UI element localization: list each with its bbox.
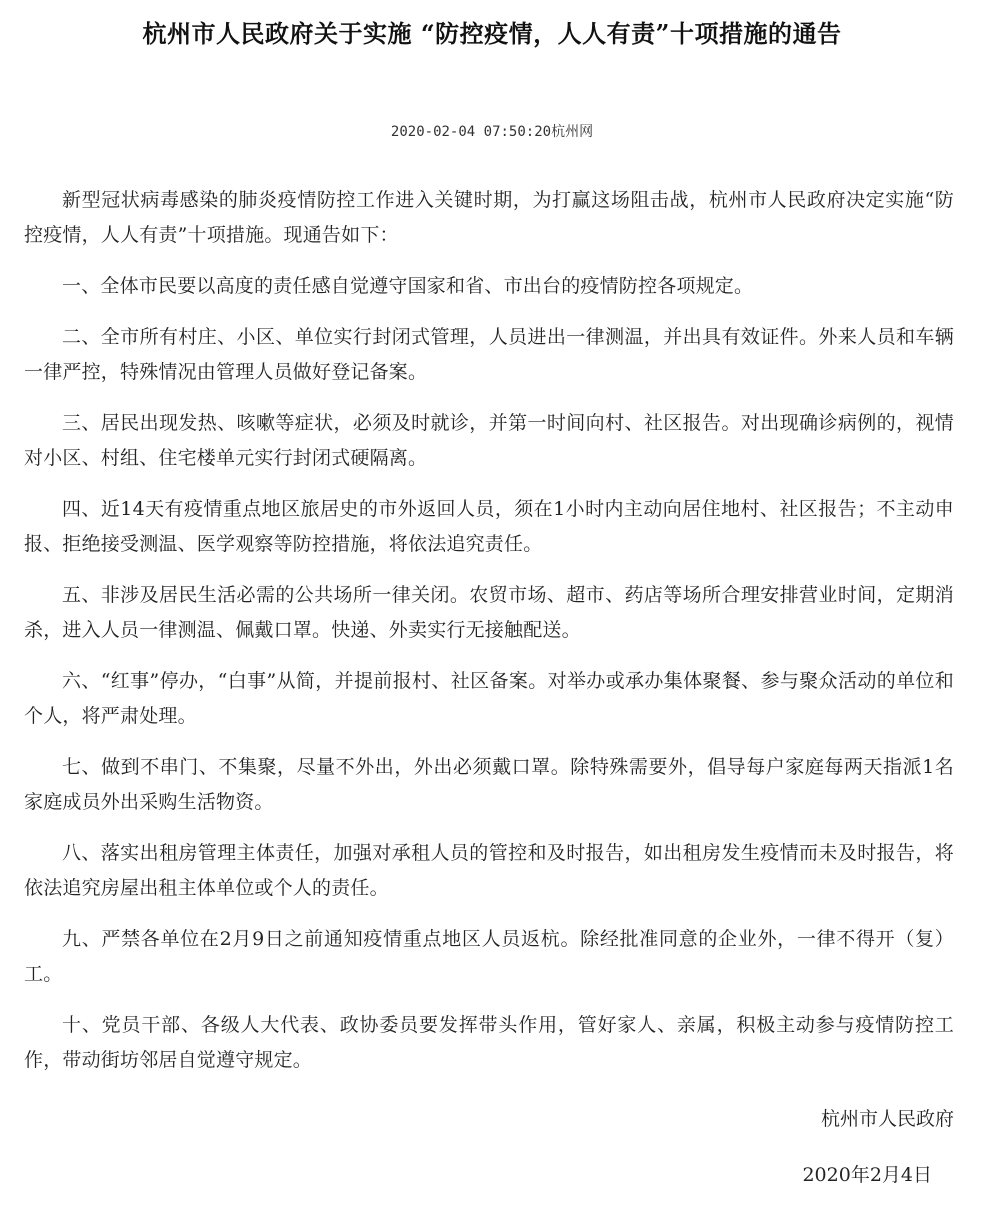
article-body xyxy=(24,183,954,1094)
measure-7: 七、做到不串门、不集聚，尽量不外出，外出必须戴口罩。除特殊需要外，倡导每户家庭每两天指派1名家庭成员外出采购生活物资。 xyxy=(24,756,954,813)
measure-9: 九、严禁各单位在2月9日之前通知疫情重点地区人员返杭。除经批准同意的企业外，一律不得开（复）工。 xyxy=(24,928,954,985)
measure-1: 一、全体市民要以高度的责任感自觉遵守国家和省、市出台的疫情防控各项规定。 xyxy=(62,275,754,297)
measure-4: 四、近14天有疫情重点地区旅居史的市外返回人员，须在1小时内主动向居住地村、社区报告；不主动申报、拒绝接受测温、医学观察等防控措施，将依法追究责任。 xyxy=(24,498,954,555)
intro-paragraph: 新型冠状病毒感染的肺炎疫情防控工作进入关键时期，为打赢这场阻击战，杭州市人民政府决定实施“防控疫情，人人有责”十项措施。现通告如下： xyxy=(24,189,954,246)
page-title: 杭州市人民政府关于实施 “防控疫情，人人有责”十项措施的通告 xyxy=(142,19,842,48)
measure-3: 三、居民出现发热、咳嗽等症状，必须及时就诊，并第一时间向村、社区报告。对出现确诊病例的，视情对小区、村组、住宅楼单元实行封闭式硬隔离。 xyxy=(24,412,954,469)
article-meta xyxy=(0,120,984,144)
issuer-signature: 杭州市人民政府 xyxy=(820,1108,954,1130)
measure-8: 八、落实出租房管理主体责任，加强对承租人员的管控和及时报告，如出租房发生疫情而未及时报告，将依法追究房屋出租主体单位或个人的责任。 xyxy=(24,842,954,899)
measure-5: 五、非涉及居民生活必需的公共场所一律关闭。农贸市场、超市、药店等场所合理安排营业时间，定期消杀，进入人员一律测温、佩戴口罩。快递、外卖实行无接触配送。 xyxy=(24,584,954,641)
issue-date: 2020年2月4日 xyxy=(802,1164,932,1186)
measure-10: 十、党员干部、各级人大代表、政协委员要发挥带头作用，管好家人、亲属，积极主动参与疫情防控工作，带动街坊邻居自觉遵守规定。 xyxy=(24,1014,954,1071)
source-name: 杭州网 xyxy=(551,124,594,140)
publish-timestamp: 2020-02-04 07:50:20 xyxy=(390,124,552,140)
measure-2: 二、全市所有村庄、小区、单位实行封闭式管理，人员进出一律测温，并出具有效证件。外来人员和车辆一律严控，特殊情况由管理人员做好登记备案。 xyxy=(24,326,954,383)
measure-6: 六、“红事”停办，“白事”从简，并提前报村、社区备案。对举办或承办集体聚餐、参与聚众活动的单位和个人，将严肃处理。 xyxy=(24,670,954,727)
